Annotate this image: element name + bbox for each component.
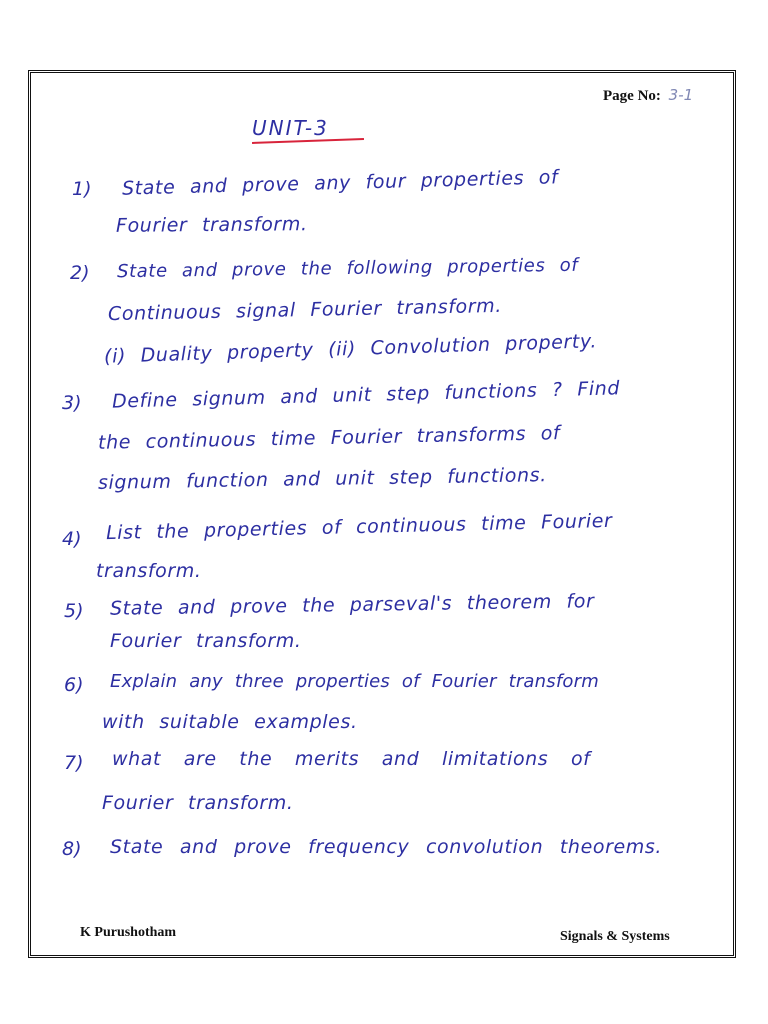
- unit-title: UNIT-3: [252, 116, 329, 140]
- question-2-line-2: Continuous signal Fourier transform.: [107, 294, 503, 326]
- question-6-line-2: with suitable examples.: [102, 711, 358, 733]
- question-7-number: 7): [64, 752, 84, 774]
- question-8-number: 8): [62, 838, 82, 860]
- question-8-line-1: State and prove frequency convolution theorems.: [110, 836, 663, 858]
- page-number-value: 3-1: [668, 86, 694, 104]
- question-4-line-2: transform.: [96, 560, 202, 582]
- question-4-line-1: List the properties of continuous time Fourier: [105, 509, 613, 545]
- question-3-line-2: the continuous time Fourier transforms of: [97, 422, 561, 454]
- question-7-line-2: Fourier transform.: [102, 792, 294, 814]
- page-number-label: Page No:: [603, 88, 661, 104]
- question-6-line-1: Explain any three properties of Fourier transform: [110, 671, 599, 692]
- question-2-line-3: (i) Duality property (ii) Convolution property.: [103, 330, 598, 368]
- page-border: [28, 70, 736, 958]
- page-number: [603, 86, 693, 105]
- question-7-line-1: what are the merits and limitations of: [112, 748, 591, 770]
- question-3-line-1: Define signum and unit step functions ? Find: [111, 377, 621, 413]
- footer-author: K Purushotham: [80, 925, 177, 940]
- question-1-line-2: Fourier transform.: [115, 213, 308, 237]
- question-5-line-2: Fourier transform.: [110, 630, 302, 652]
- question-1-line-1: State and prove any four properties of: [121, 166, 559, 200]
- question-1-number: 1): [72, 178, 92, 200]
- question-5-line-1: State and prove the parseval's theorem for: [109, 590, 595, 620]
- footer-subject: Signals & Systems: [560, 929, 670, 944]
- question-2-line-1: State and prove the following properties of: [116, 254, 579, 283]
- question-4-number: 4): [62, 528, 82, 550]
- question-5-number: 5): [64, 600, 84, 622]
- question-2-number: 2): [70, 262, 90, 284]
- question-3-number: 3): [62, 392, 82, 414]
- question-3-line-3: signum function and unit step functions.: [97, 464, 548, 494]
- question-6-number: 6): [64, 674, 84, 696]
